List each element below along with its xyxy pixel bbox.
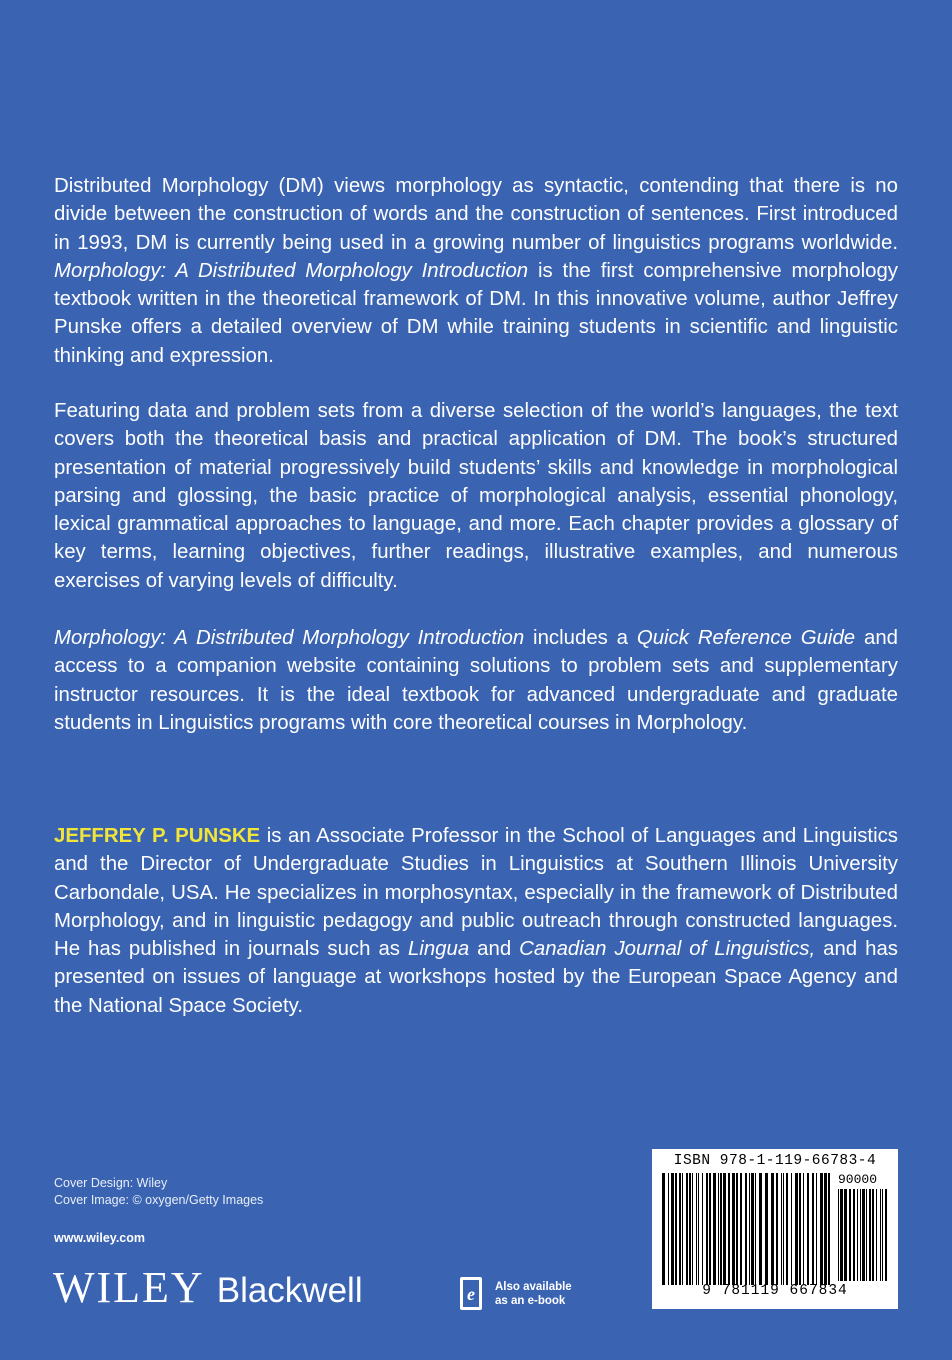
barcode-bar [882,1189,883,1281]
book-title: Morphology: A Distributed Morphology Introduction [54,259,529,282]
barcode-bar [668,1173,669,1285]
cover-image-credit: Cover Image: © oxygen/Getty Images [54,1193,264,1207]
barcode-bar [824,1173,827,1285]
blurb-paragraph-1 [54,172,898,370]
barcode-bar [709,1173,711,1285]
barcode-bar [698,1173,699,1285]
barcode-bar [706,1173,708,1285]
barcode-bar [803,1173,804,1285]
barcode-bars [662,1173,830,1285]
quick-reference-guide: Quick Reference Guide [636,627,856,649]
barcode-bar [662,1173,665,1285]
ebook-notice [459,1276,572,1312]
barcode-bar [745,1173,747,1285]
book-title: Morphology: A Distributed Morphology Introduction [54,627,525,649]
blurb-paragraph-2: Featuring data and problem sets from a diverse selection of the world’s languages, the text covers both the theoretical basis and practical application of DM. The book’s structured presentation of material progressively build students’ skills and knowledge in morphological parsing and glossing, the basic practice of morphological analysis, essential phonology, lexical grammatical approaches to language, and more. Each chapter provides a glossary of key terms, learning objectives, further readings, illustrative examples, and numerous exercises of varying levels of difficulty. [54,400,898,592]
barcode-bar [675,1173,677,1285]
ebook-icon-letter: e [467,1284,475,1304]
barcode-bar [844,1189,847,1281]
blurb-p1-text-a: Distributed Morphology (DM) views morphology as syntactic, contending that there is no divide between the construction of words and the construction of sentences. First introduced in 1993, DM is currently being used in a growing number of linguistics programs worldwide. [54,175,898,254]
barcode-bar [869,1189,871,1281]
isbn-barcode [652,1149,898,1309]
publisher-logo [53,1262,363,1312]
bio-text-c: and has presented on issues of language at workshops hosted by the European Space Agency and the National Space Society. [54,938,899,1017]
barcode-bar [720,1173,722,1285]
barcode-bar [812,1173,814,1285]
barcode-bar [751,1173,754,1285]
barcode-bar [816,1173,817,1285]
bio-text-b: and [469,938,520,961]
bio-text-a: is an Associate Professor in the School of Languages and Linguistics and the Director of Undergraduate Studies in Linguistics at Southern Illinois University Carbondale, USA. He specializes in morphosyntax, especially in the framework of Distributed Morphology, and in linguistic pedagogy and public outreach through constructed languages. He has published in journals such as [54,825,898,961]
barcode-bar [686,1173,688,1285]
isbn-number: ISBN 978-1-119-66783-4 [673,1153,877,1169]
barcode-bar [828,1173,830,1285]
barcode-bar [713,1173,716,1285]
barcode-bar [740,1173,742,1285]
barcode-bar [671,1173,674,1285]
barcode-bar [795,1173,798,1285]
journal-lingua: Lingua [407,938,470,961]
barcode-bar [866,1189,867,1281]
price-code: 90000 [838,1172,878,1187]
cover-design-credit: Cover Design: Wiley [54,1176,168,1190]
blurb-paragraph-3 [54,624,898,737]
barcode-bar [732,1173,735,1285]
barcode-bar [679,1173,681,1285]
barcode-bar [723,1173,726,1285]
blurb-p3-text-b: and access to a companion website containing solutions to problem sets and supplementary instructor resources. It is the ideal textbook for advanced undergraduate and graduate students in Linguistics programs with core theoretical courses in Morphology. [54,627,898,734]
wiley-wordmark: WILEY [53,1263,205,1312]
barcode-bar [692,1173,693,1285]
barcode-bar [857,1189,858,1281]
blurb-p1-text-b: is the first comprehensive morphology textbook written in the theoretical framework of DM. In this innovative volume, author Jeffrey Punske offers a detailed overview of DM while training students in scientific and linguistic thinking and expression. [54,259,899,367]
author-name: JEFFREY P. PUNSKE [54,825,261,847]
barcode-bar [776,1173,778,1285]
barcode-bar [718,1173,719,1285]
barcode-bar [749,1173,750,1285]
ebook-icon [459,1276,485,1312]
barcode-bar [885,1189,887,1281]
barcode-bar [849,1189,851,1281]
ebook-line-2: as an e-book [495,1295,566,1307]
barcode-bar [783,1173,784,1285]
barcode-bar [781,1173,782,1285]
journal-canadian: Canadian Journal of Linguistics, [519,938,816,961]
barcode-bar [728,1173,730,1285]
barcode-bar [786,1173,788,1285]
barcode-bar [820,1173,823,1285]
barcode-bar [791,1173,792,1285]
barcode-bar [755,1173,756,1285]
barcode-bar [872,1189,874,1281]
barcode-bar [876,1189,877,1281]
barcode-bar [765,1173,768,1285]
barcode-bar [807,1173,809,1285]
barcode-bar [860,1189,861,1281]
barcode-bar [696,1173,697,1285]
barcode-bar [799,1173,801,1285]
website-link[interactable]: www.wiley.com [54,1231,145,1245]
barcode-bar [736,1173,738,1285]
blurb-p3-text-a: includes a [524,627,637,649]
cover-credits [54,1175,263,1209]
barcode-bar [682,1173,683,1285]
barcode-bar [702,1173,703,1285]
barcode-bar [771,1173,774,1285]
barcode-bar [759,1173,762,1285]
barcode-bar [838,1189,839,1281]
blackwell-wordmark: Blackwell [216,1271,363,1310]
author-bio [54,822,898,1020]
barcode-bar [689,1173,691,1285]
barcode-bar [853,1189,855,1281]
barcode-bar [862,1189,865,1281]
barcode-bar [840,1189,843,1281]
ebook-line-1: Also available [495,1281,572,1293]
barcode-bar [880,1189,881,1281]
addon-barcode-bars [838,1189,890,1281]
ean-number: 9 781119 667834 [702,1283,848,1299]
